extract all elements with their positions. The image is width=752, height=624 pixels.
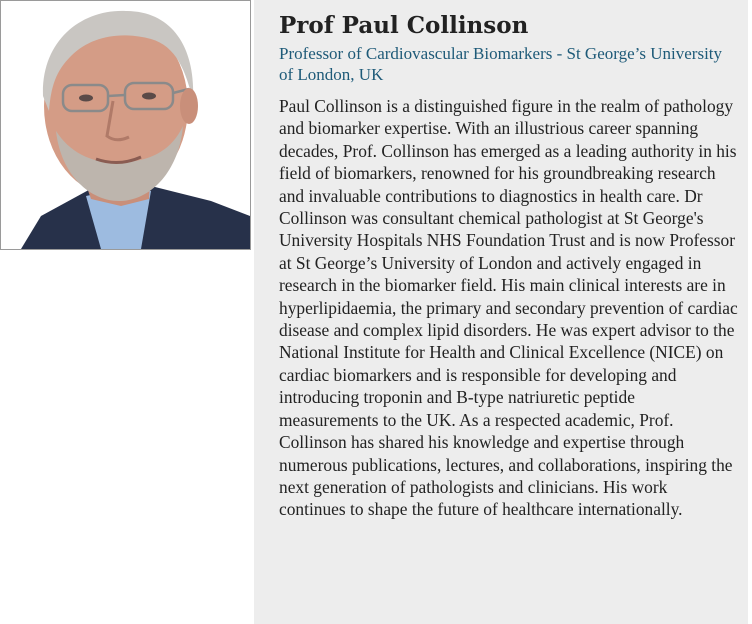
profile-panel [254, 0, 748, 624]
profile-role: Professor of Cardiovascular Biomarkers - St George’s University of London, UK [279, 44, 723, 84]
portrait-image [1, 1, 250, 249]
profile-name: Prof Paul Collinson [279, 12, 529, 39]
profile-photo [0, 0, 251, 250]
profile-bio: Paul Collinson is a distinguished figure in the realm of pathology and biomarker expertise. With an illustrious career spanning decades, Prof. Collinson has emerged as a leading authority in his field of biomarkers, renowned for his groundbreaking research and invaluable contributions to diagnostics in health care. Dr Collinson was consultant chemical pathologist at St George's University Hospitals NHS Foundation Trust and is now Professor at St George’s University of London and actively engaged in research in the biomarker field. His main clinical interests are in hyperlipidaemia, the primary and secondary prevention of cardiac disease and complex lipid disorders. He was expert advisor to the National Institute for Health and Clinical Excellence (NICE) on cardiac biomarkers and is responsible for developing and introducing troponin and B-type natriuretic peptide measurements to the UK. As a respected academic, Prof. Collinson has shared his knowledge and expertise through numerous publications, lectures, and collaborations, inspiring the next generation of pathologists and clinicians. His work continues to shape the future of healthcare internationally. [279, 96, 738, 520]
